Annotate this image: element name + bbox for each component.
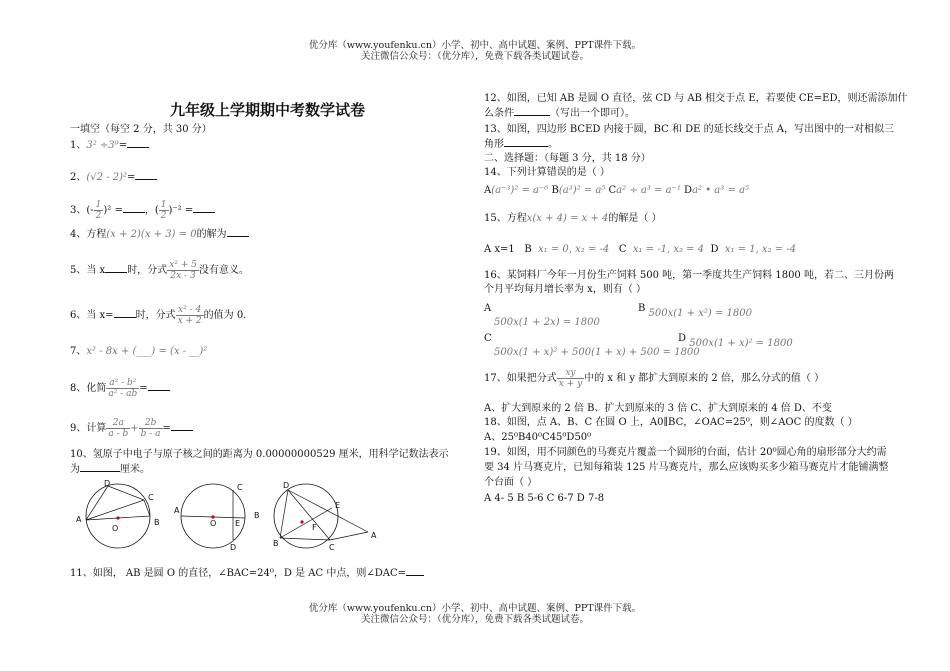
question-14-stem: 14、下列计算错误的是（ ） [484, 167, 610, 178]
figure-1 [76, 479, 160, 548]
q5-answer-blank[interactable] [105, 263, 127, 273]
q11-answer-blank[interactable] [406, 566, 424, 576]
page-footer [0, 603, 950, 625]
question-16-line-1: 16、某饲料厂今年一月份生产饲料 500 吨，第一季度共生产饲料 1800 吨，若二、三月份两 [484, 270, 894, 281]
question-19-line-2: 要 34 片马赛克片，已知每箱装 125 片马赛克片，那么应该购买多少箱马赛克片才能铺满整 [484, 462, 889, 473]
fig1-chord-ad [86, 486, 108, 520]
q14-option-c: a² ÷ a³ = a⁻¹ [616, 185, 681, 196]
q8-fraction: $\frac{\text{a² - b²}}{\text{a² - ab}}$ [108, 378, 138, 399]
question-11: 11、如图， AB 是圆 O 的直径，∠BAC=24⁰，D 是 AC 中点，则∠DAC= [70, 566, 424, 581]
question-15-options: A x=1 B x₁ = 0, x₂ = -4 C x₁ = -1, x₂ = 4 D x₁ = 1, x₂ = -4 [484, 244, 797, 255]
q16-option-c: 500x(1 + x)² + 500(1 + x) + 500 = 1800 [494, 347, 700, 358]
question-19-options: A 4- 5 B 5-6 C 6-7 D 7-8 [484, 493, 605, 504]
question-16-line-2: 个月平均每月增长率为 x，则有（ ） [484, 284, 646, 295]
question-13-line-1: 13、如图，四边形 BCED 内接于圆，BC 和 DE 的延长线交于点 A，写出图中的一对相似三 [484, 124, 895, 135]
fig2-label-a: A [174, 506, 180, 515]
q16-option-b-wrap: B 500x(1 + x²) = 1800 [638, 303, 753, 319]
question-14-options: A(a⁻³)² = a⁻⁶ B(a³)² = a⁵ Ca² ÷ a³ = a⁻¹ Da² • a³ = a⁵ [484, 185, 749, 196]
q14-option-a: (a⁻³)² = a⁻⁶ [491, 185, 549, 196]
fig2-label-b: B [254, 511, 260, 520]
fig1-chord-dc [108, 486, 144, 500]
fig3-line-ca [330, 532, 368, 540]
fig3-label-c: C [329, 543, 335, 552]
q1-expression: 3² ÷3⁰ [86, 140, 119, 151]
fig1-circle [86, 484, 150, 548]
q2-expression: (√2 - 2)² [86, 172, 128, 183]
q16-option-d: 500x(1 + x)² = 1800 [689, 338, 793, 349]
q4-answer-blank[interactable] [227, 227, 249, 237]
q14-option-d: a² • a³ = a⁵ [692, 185, 749, 196]
fig2-label-e: E [235, 519, 241, 528]
q3-blank-2[interactable] [193, 203, 215, 213]
q17-fraction: $\frac{xy}{x + y}$ [558, 368, 583, 389]
question-9: 9、计算 $\frac{2a}{a - b}$ + $\frac{2b}{b - a}$ = [70, 418, 193, 439]
q16-option-a: 500x(1 + 2x) = 1800 [494, 317, 600, 328]
question-18-stem: 18、如图，点 A、B、C 在圆 O 上，A0∥BC，∠OAC=25⁰，则∠AOC 的度数（ ） [484, 417, 858, 428]
q6-answer-blank[interactable] [114, 308, 136, 318]
question-10-line-2: 为 厘米。 [70, 464, 150, 475]
question-4: 4、方程(x + 2)(x + 3) = 0的解为 [70, 227, 249, 242]
q9-fraction-2: $\frac{2b}{b - a}$ [140, 418, 161, 439]
fig2-label-c: C [237, 483, 243, 492]
question-19-line-1: 19、如图，用不同颜色的马赛克片覆盖一个圆形的台面，估计 20⁰圆心角的扇形部分大约需 [484, 447, 887, 458]
q15-option-b: x₁ = 0, x₂ = -4 [538, 244, 610, 255]
footer-line-1: 优分库（www.youfenku.cn）小学、初中、高中试题、案例、PPT课件下载。 [308, 603, 642, 614]
fig1-label-a: A [76, 515, 82, 524]
question-13-line-2: 角形 。 [484, 139, 558, 150]
q15-equation: x(x + 4) = x + 4 [526, 213, 609, 224]
q15-option-d: x₁ = 1, x₂ = -4 [724, 244, 797, 255]
q3-fraction-1: $\frac{1}{2}$ [95, 200, 102, 221]
question-10-line-1: 10、氢原子中电子与原子核之间的距离为 0.00000000529 厘米，用科学记数法表示 [70, 449, 449, 460]
question-15-stem: 15、方程x(x + 4) = x + 4的解是（ ） [484, 213, 662, 224]
question-7: 7、x² - 8x + (___) = (x - __)² [70, 346, 208, 357]
q15-option-c: x₁ = -1, x₂ = 4 [632, 244, 705, 255]
q16-option-d-wrap: D 500x(1 + x)² = 1800 [678, 333, 793, 349]
fig3-chord-db [280, 490, 288, 538]
q8-answer-blank[interactable] [148, 381, 170, 391]
q1-answer-blank[interactable] [127, 138, 149, 148]
question-2: 2、(√2 - 2)²= [70, 170, 157, 185]
q12-answer-blank[interactable] [514, 106, 550, 116]
section-multiple-choice: 二、选择题：（每题 3 分，共 18 分） [484, 153, 651, 164]
q16-option-b: 500x(1 + x²) = 1800 [648, 308, 753, 319]
footer-line-2: 关注微信公众号：（优分库），免费下载各类试题试卷。 [360, 614, 589, 625]
question-8: 8、化简 $\frac{\text{a² - b²}}{\text{a² - ab}}$ = [70, 378, 170, 399]
question-1: 1、3² ÷3⁰= [70, 138, 149, 153]
q9-fraction-1: $\frac{2a}{a - b}$ [108, 418, 129, 439]
fig2-label-d: D [230, 543, 237, 552]
fig3-label-f: F [312, 523, 317, 532]
q13-answer-blank[interactable] [504, 137, 548, 147]
fig2-label-o: O [210, 519, 217, 528]
question-12-line-2: 么条件 （写出一个即可）。 [484, 108, 635, 119]
fig3-label-e: E [335, 501, 341, 510]
fig1-label-d: D [104, 479, 111, 488]
fig1-label-b: B [154, 518, 160, 527]
question-5: 5、当 x 时，分式 $\frac{\text{x² + 5}}{2x - 3}$ 没有意义。 [70, 260, 249, 281]
question-3: 3、(- $\frac{1}{2}$ )² = ，( $\frac{1}{2}$ )⁻² = [70, 200, 215, 221]
q3-fraction-2: $\frac{1}{2}$ [160, 200, 167, 221]
figure-3 [273, 481, 377, 552]
fig3-line-da [288, 490, 368, 532]
question-16-options-cd: C 500x(1 + x)² + 500(1 + x) + 500 = 1800 [484, 333, 700, 358]
q15-option-a: A x=1 [484, 244, 515, 255]
q5-fraction: $\frac{\text{x² + 5}}{2x - 3}$ [169, 260, 197, 281]
page-header [0, 40, 950, 62]
fig3-label-a: A [371, 531, 377, 540]
question-6: 6、当 x= 时，分式 $\frac{\text{x² - 4}}{x + 2}$ 的值为 0. [70, 305, 247, 326]
fig3-center-dot [300, 520, 303, 523]
q3-blank-1[interactable] [123, 203, 145, 213]
q10-answer-blank[interactable] [80, 462, 120, 472]
question-17-options: A、扩大到原来的 2 倍 B、扩大到原来的 3 倍 C、扩大到原来的 4 倍 D、不变 [484, 403, 832, 414]
fig1-center-dot [116, 516, 119, 519]
q4-equation: (x + 2)(x + 3) = 0 [106, 229, 197, 240]
fig3-line-dc [288, 490, 330, 540]
q9-answer-blank[interactable] [171, 421, 193, 431]
question-16-options-ab: A 500x(1 + 2x) = 1800 [484, 303, 600, 328]
section-fill-in: 一填空（每空 2 分，共 30 分） [70, 124, 212, 135]
geometry-figures [70, 478, 390, 558]
fig3-label-b: B [273, 539, 279, 548]
page-title: 九年级上学期期中考数学试卷 [170, 101, 366, 119]
figure-2 [174, 483, 260, 552]
q2-answer-blank[interactable] [135, 170, 157, 180]
question-12-line-1: 12、如图，已知 AB 是圆 O 直径，弦 CD 与 AB 相交于点 E，若要使 CE=ED，则还需添加什 [484, 93, 908, 104]
header-line-2: 关注微信公众号：（优分库），免费下载各类试题试卷。 [360, 51, 589, 62]
fig3-label-d: D [283, 481, 290, 490]
fig1-label-o: O [112, 524, 119, 533]
q6-fraction: $\frac{\text{x² - 4}}{x + 2}$ [177, 305, 202, 326]
q7-expression: x² - 8x + (___) = (x - __)² [86, 346, 208, 357]
question-19-line-3: 个台面（ ） [484, 477, 538, 488]
header-line-1: 优分库（www.youfenku.cn）小学、初中、高中试题、案例、PPT课件下载。 [308, 40, 642, 51]
q14-option-b: (a³)² = a⁵ [558, 185, 606, 196]
fig1-label-c: C [148, 493, 154, 502]
fig3-chord-bc [280, 538, 330, 540]
question-17-stem: 17、如果把分式 $\frac{xy}{x + y}$ 中的 x 和 y 都扩大到原来的 2 倍，那么分式的值（ ） [484, 368, 825, 389]
question-18-options: A、25⁰B40⁰C45⁰D50⁰ [484, 432, 592, 443]
